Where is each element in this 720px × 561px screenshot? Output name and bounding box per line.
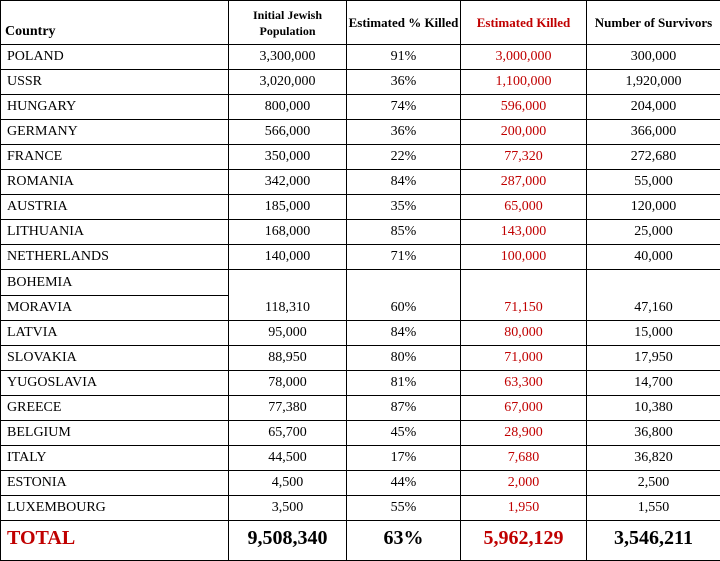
table-row xyxy=(1,321,720,346)
cell-country: GREECE xyxy=(1,396,229,421)
table-row xyxy=(1,446,720,471)
cell-survivors: 14,700 xyxy=(587,371,720,396)
table-row xyxy=(1,471,720,496)
cell-percent-killed: 55% xyxy=(347,496,461,521)
cell-survivors: 1,920,000 xyxy=(587,70,720,95)
cell-survivors: 40,000 xyxy=(587,245,720,270)
header-number-of-survivors: Number of Survivors xyxy=(587,1,720,45)
cell-percent-killed: 81% xyxy=(347,371,461,396)
cell-population: 95,000 xyxy=(229,321,347,346)
total-estimated-killed: 5,962,129 xyxy=(461,521,587,561)
cell-estimated-killed: 65,000 xyxy=(461,195,587,220)
cell-estimated-killed: 2,000 xyxy=(461,471,587,496)
cell-estimated-killed: 7,680 xyxy=(461,446,587,471)
cell-percent-killed xyxy=(347,270,461,296)
cell-percent-killed: 17% xyxy=(347,446,461,471)
cell-estimated-killed: 287,000 xyxy=(461,170,587,195)
cell-country: GERMANY xyxy=(1,120,229,145)
cell-population: 44,500 xyxy=(229,446,347,471)
table-row xyxy=(1,245,720,270)
cell-survivors: 10,380 xyxy=(587,396,720,421)
cell-percent-killed: 45% xyxy=(347,421,461,446)
header-initial-population: Initial Jewish Population xyxy=(229,1,347,45)
header-row xyxy=(1,1,720,45)
total-country: TOTAL xyxy=(1,521,229,561)
cell-percent-killed: 85% xyxy=(347,220,461,245)
table-row xyxy=(1,195,720,220)
cell-survivors: 55,000 xyxy=(587,170,720,195)
header-estimated-killed: Estimated Killed xyxy=(461,1,587,45)
cell-country: ITALY xyxy=(1,446,229,471)
cell-estimated-killed xyxy=(461,270,587,296)
cell-estimated-killed: 1,100,000 xyxy=(461,70,587,95)
cell-percent-killed: 44% xyxy=(347,471,461,496)
cell-estimated-killed: 100,000 xyxy=(461,245,587,270)
table-row xyxy=(1,421,720,446)
cell-estimated-killed: 67,000 xyxy=(461,396,587,421)
table-row xyxy=(1,220,720,245)
cell-population: 118,310 xyxy=(229,296,347,321)
cell-estimated-killed: 1,950 xyxy=(461,496,587,521)
cell-country: SLOVAKIA xyxy=(1,346,229,371)
cell-estimated-killed: 71,150 xyxy=(461,296,587,321)
cell-estimated-killed: 596,000 xyxy=(461,95,587,120)
cell-country: ROMANIA xyxy=(1,170,229,195)
table-row xyxy=(1,396,720,421)
header-estimated-percent-killed: Estimated % Killed xyxy=(347,1,461,45)
cell-estimated-killed: 200,000 xyxy=(461,120,587,145)
cell-estimated-killed: 3,000,000 xyxy=(461,45,587,70)
cell-country: LUXEMBOURG xyxy=(1,496,229,521)
cell-survivors: 47,160 xyxy=(587,296,720,321)
cell-estimated-killed: 71,000 xyxy=(461,346,587,371)
cell-population: 185,000 xyxy=(229,195,347,220)
table-row xyxy=(1,496,720,521)
cell-percent-killed: 71% xyxy=(347,245,461,270)
cell-survivors: 300,000 xyxy=(587,45,720,70)
cell-population: 78,000 xyxy=(229,371,347,396)
cell-population: 88,950 xyxy=(229,346,347,371)
header-country: Country xyxy=(1,1,229,45)
cell-country: YUGOSLAVIA xyxy=(1,371,229,396)
cell-population: 350,000 xyxy=(229,145,347,170)
table-row xyxy=(1,346,720,371)
cell-percent-killed: 22% xyxy=(347,145,461,170)
cell-country: AUSTRIA xyxy=(1,195,229,220)
cell-estimated-killed: 28,900 xyxy=(461,421,587,446)
cell-survivors: 25,000 xyxy=(587,220,720,245)
cell-population: 3,500 xyxy=(229,496,347,521)
cell-percent-killed: 35% xyxy=(347,195,461,220)
cell-population: 4,500 xyxy=(229,471,347,496)
cell-population: 3,300,000 xyxy=(229,45,347,70)
cell-population: 77,380 xyxy=(229,396,347,421)
cell-percent-killed: 36% xyxy=(347,120,461,145)
total-percent-killed: 63% xyxy=(347,521,461,561)
cell-estimated-killed: 63,300 xyxy=(461,371,587,396)
cell-population xyxy=(229,270,347,296)
cell-survivors: 2,500 xyxy=(587,471,720,496)
table-row xyxy=(1,371,720,396)
cell-country: ESTONIA xyxy=(1,471,229,496)
cell-population: 65,700 xyxy=(229,421,347,446)
table-row xyxy=(1,296,720,321)
cell-population: 342,000 xyxy=(229,170,347,195)
cell-survivors: 1,550 xyxy=(587,496,720,521)
cell-survivors: 15,000 xyxy=(587,321,720,346)
cell-country: LITHUANIA xyxy=(1,220,229,245)
cell-survivors: 272,680 xyxy=(587,145,720,170)
cell-estimated-killed: 143,000 xyxy=(461,220,587,245)
cell-country: USSR xyxy=(1,70,229,95)
cell-population: 168,000 xyxy=(229,220,347,245)
cell-country: LATVIA xyxy=(1,321,229,346)
cell-country: BELGIUM xyxy=(1,421,229,446)
total-row xyxy=(1,521,720,561)
cell-percent-killed: 91% xyxy=(347,45,461,70)
table-body xyxy=(1,45,720,561)
cell-percent-killed: 84% xyxy=(347,321,461,346)
cell-percent-killed: 80% xyxy=(347,346,461,371)
cell-country: MORAVIA xyxy=(1,296,229,321)
cell-estimated-killed: 77,320 xyxy=(461,145,587,170)
cell-survivors xyxy=(587,270,720,296)
cell-country: BOHEMIA xyxy=(1,270,229,296)
cell-survivors: 36,800 xyxy=(587,421,720,446)
cell-population: 566,000 xyxy=(229,120,347,145)
table-row xyxy=(1,170,720,195)
cell-population: 3,020,000 xyxy=(229,70,347,95)
table-row xyxy=(1,270,720,296)
cell-country: HUNGARY xyxy=(1,95,229,120)
cell-survivors: 120,000 xyxy=(587,195,720,220)
cell-country: NETHERLANDS xyxy=(1,245,229,270)
cell-survivors: 366,000 xyxy=(587,120,720,145)
table-row xyxy=(1,120,720,145)
cell-survivors: 204,000 xyxy=(587,95,720,120)
cell-country: POLAND xyxy=(1,45,229,70)
table-row xyxy=(1,95,720,120)
cell-percent-killed: 84% xyxy=(347,170,461,195)
cell-estimated-killed: 80,000 xyxy=(461,321,587,346)
cell-population: 800,000 xyxy=(229,95,347,120)
cell-percent-killed: 36% xyxy=(347,70,461,95)
cell-survivors: 36,820 xyxy=(587,446,720,471)
cell-population: 140,000 xyxy=(229,245,347,270)
cell-percent-killed: 74% xyxy=(347,95,461,120)
cell-country: FRANCE xyxy=(1,145,229,170)
table-row xyxy=(1,45,720,70)
total-population: 9,508,340 xyxy=(229,521,347,561)
cell-survivors: 17,950 xyxy=(587,346,720,371)
total-survivors: 3,546,211 xyxy=(587,521,720,561)
cell-percent-killed: 87% xyxy=(347,396,461,421)
table-row xyxy=(1,145,720,170)
cell-percent-killed: 60% xyxy=(347,296,461,321)
table-row xyxy=(1,70,720,95)
